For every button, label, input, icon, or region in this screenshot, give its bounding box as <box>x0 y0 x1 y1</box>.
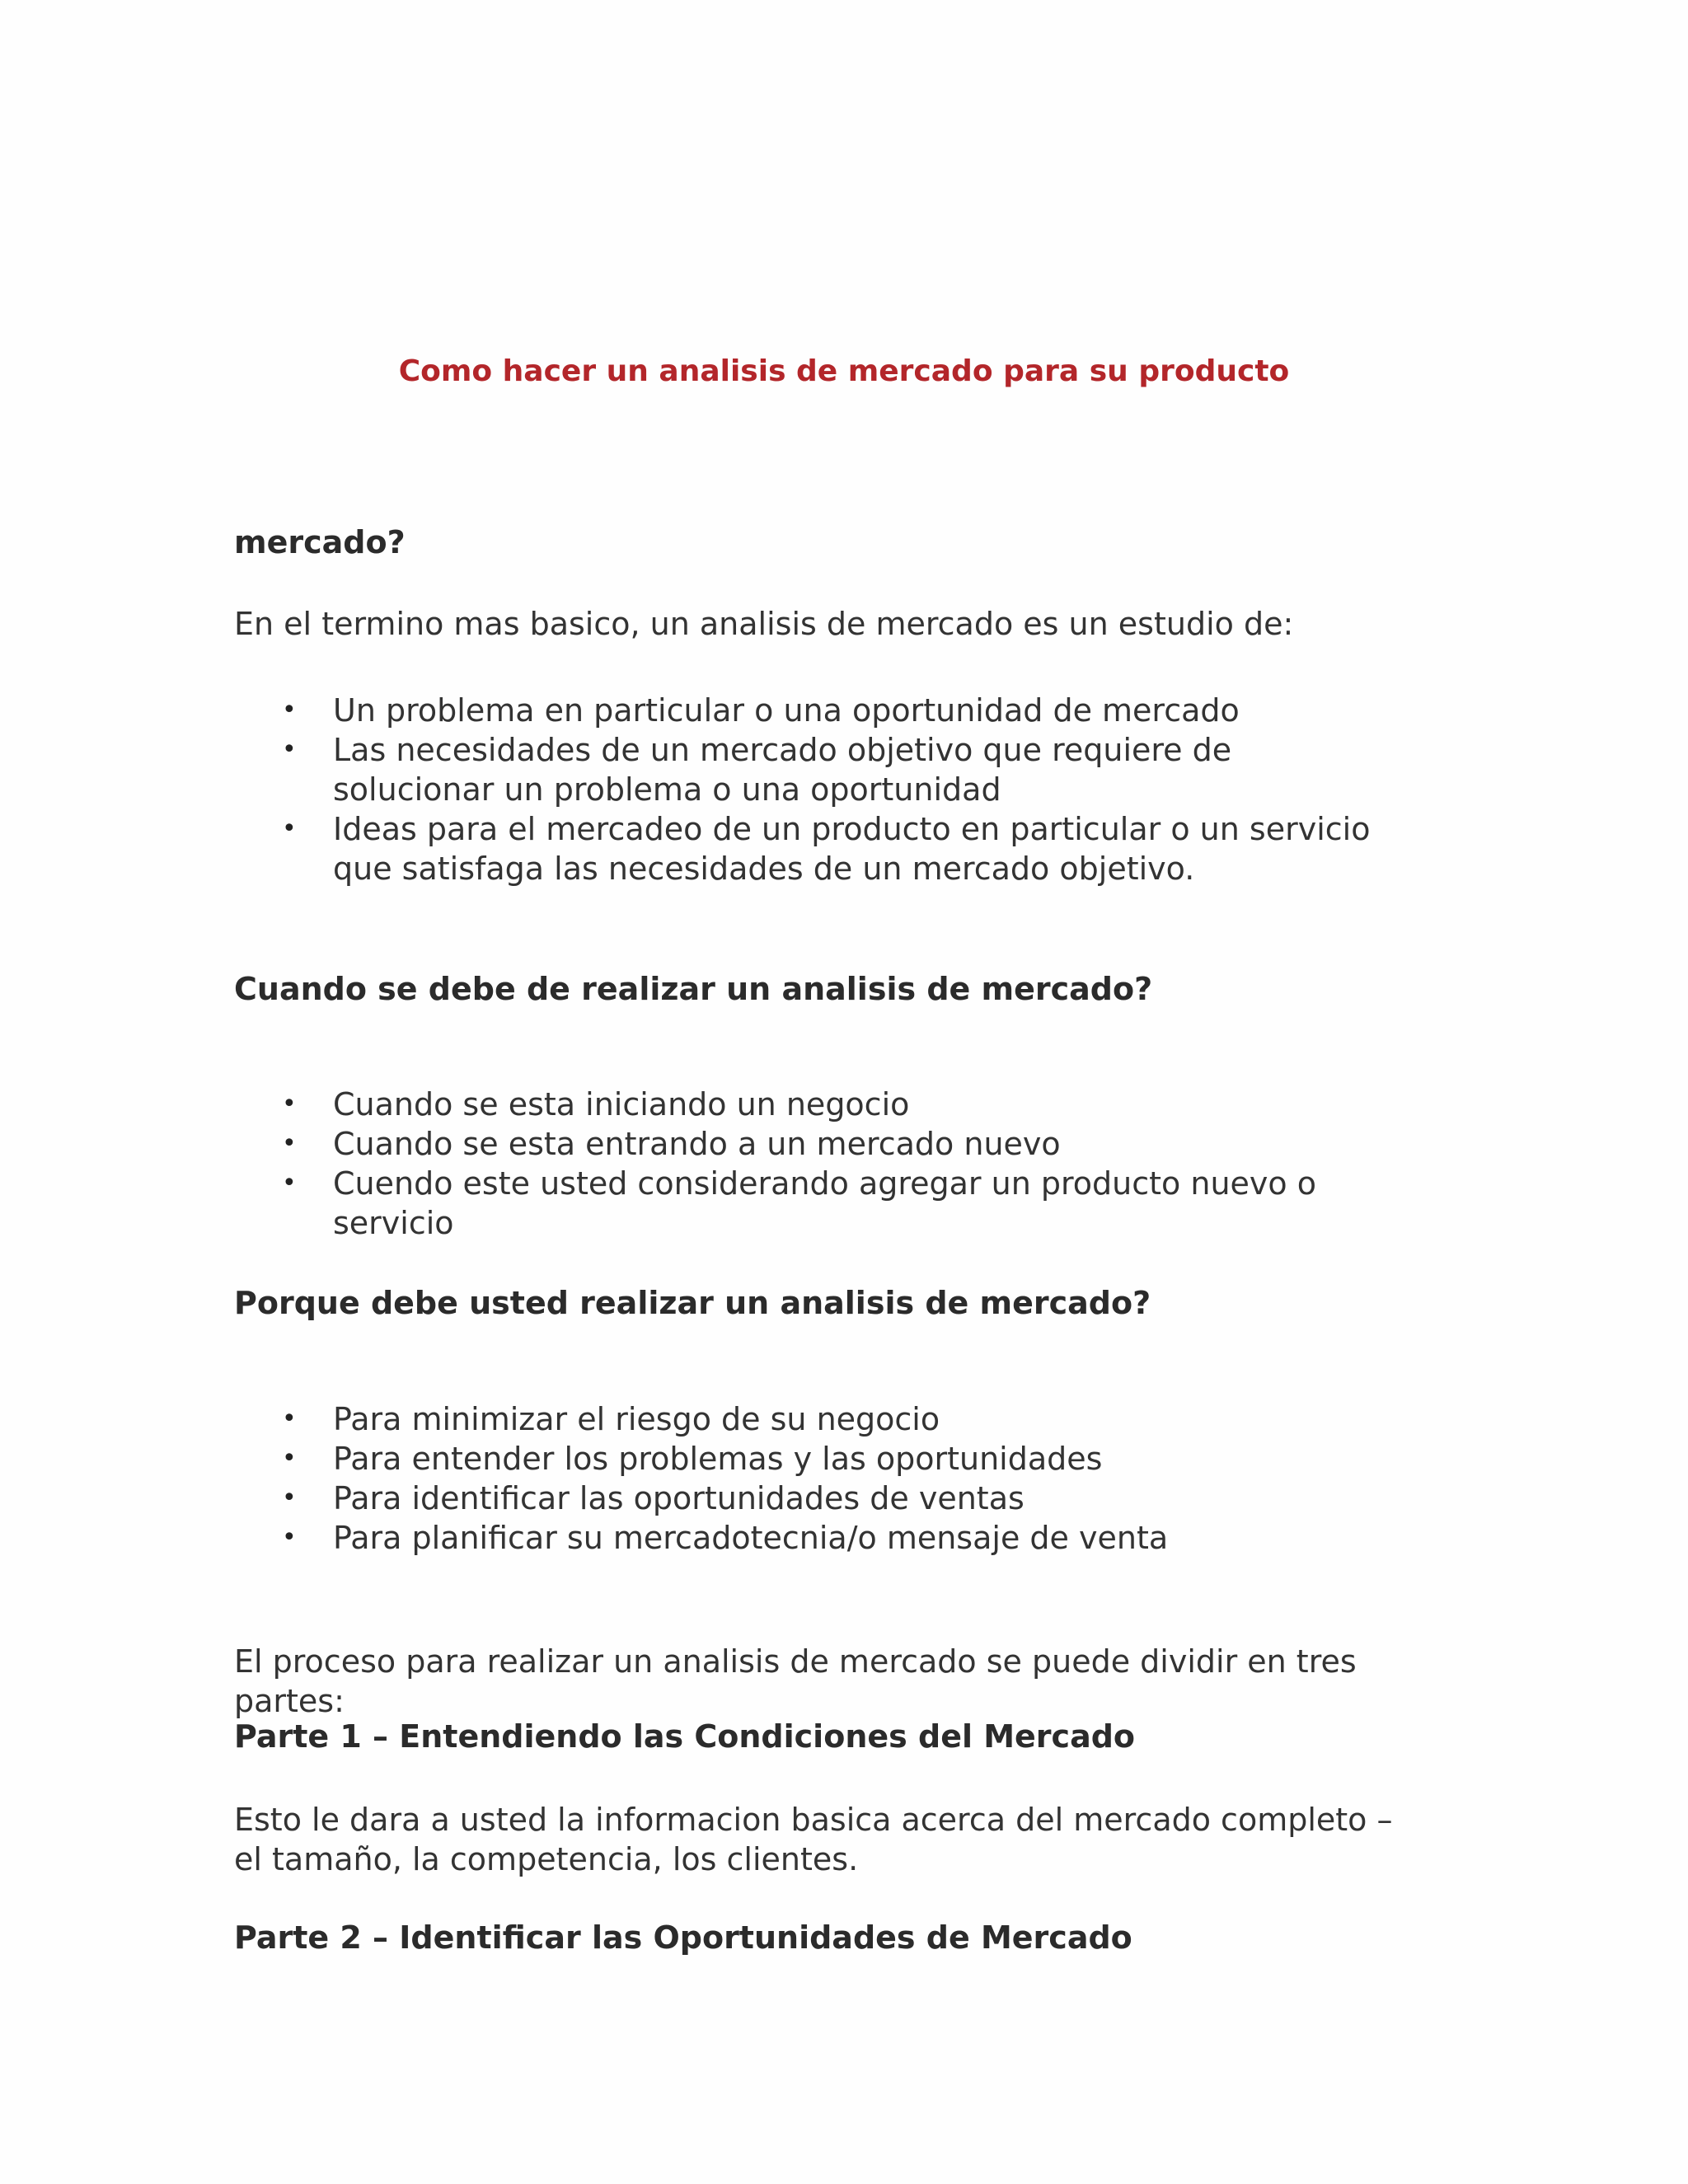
bullet-icon: • <box>282 1129 297 1158</box>
part2-heading: Parte 2 – Identificar las Oportunidades de Mercado <box>234 1919 1132 1956</box>
list-item-text: Un problema en particular o una oportunidad de mercado <box>333 692 1240 729</box>
section-heading-why: Porque debe usted realizar un analisis de mercado? <box>234 1285 1151 1321</box>
part1-heading: Parte 1 – Entendiendo las Condiciones del Mercado <box>234 1718 1136 1755</box>
list-item <box>234 691 1372 730</box>
bullet-icon: • <box>282 814 297 843</box>
bullet-icon: • <box>282 1523 297 1552</box>
bullet-icon: • <box>282 735 297 764</box>
why-bullet-list <box>234 1399 1470 1558</box>
list-item-text: Cuendo este usted considerando agregar un producto nuevo o servicio <box>333 1165 1316 1241</box>
bullet-icon: • <box>282 1090 297 1118</box>
process-paragraph: El proceso para realizar un analisis de mercado se puede dividir en tres partes: <box>234 1643 1357 1719</box>
section-heading-when: Cuando se debe de realizar un analisis de mercado? <box>234 971 1153 1007</box>
bullet-icon: • <box>282 1404 297 1433</box>
list-item <box>234 1124 1372 1164</box>
list-item-text: Para identificar las oportunidades de ventas <box>333 1480 1025 1516</box>
intro-paragraph: En el termino mas basico, un analisis de mercado es un estudio de: <box>234 606 1294 642</box>
list-item-text: Para planificar su mercadotecnia/o mensaje de venta <box>333 1520 1169 1556</box>
list-item-text: Para minimizar el riesgo de su negocio <box>333 1401 940 1437</box>
list-item-text: Cuando se esta iniciando un negocio <box>333 1086 910 1122</box>
list-item-text: Para entender los problemas y las oportunidades <box>333 1441 1103 1477</box>
bullet-icon: • <box>282 1169 297 1197</box>
bullet-icon: • <box>282 696 297 724</box>
bullet-icon: • <box>282 1483 297 1512</box>
list-item <box>234 1479 1372 1518</box>
list-item <box>234 730 1372 809</box>
intro-bullet-list <box>234 691 1470 888</box>
bullet-icon: • <box>282 1444 297 1473</box>
section-heading-intro: mercado? <box>234 524 406 560</box>
list-item <box>234 809 1372 888</box>
part1-paragraph: Esto le dara a usted la informacion basica acerca del mercado completo – el tamaño, la competencia, los clientes. <box>234 1802 1393 1877</box>
list-item <box>234 1399 1372 1439</box>
document-title: Como hacer un analisis de mercado para su producto <box>398 354 1290 388</box>
list-item <box>234 1439 1372 1479</box>
when-bullet-list <box>234 1085 1470 1243</box>
list-item-text: Las necesidades de un mercado objetivo que requiere de solucionar un problema o una oportunidad <box>333 732 1232 808</box>
list-item-text: Ideas para el mercadeo de un producto en particular o un servicio que satisfaga las necesidades de un mercado objetivo. <box>333 811 1371 887</box>
list-item <box>234 1085 1372 1124</box>
list-item <box>234 1164 1372 1243</box>
list-item-text: Cuando se esta entrando a un mercado nuevo <box>333 1126 1061 1162</box>
list-item <box>234 1518 1372 1558</box>
